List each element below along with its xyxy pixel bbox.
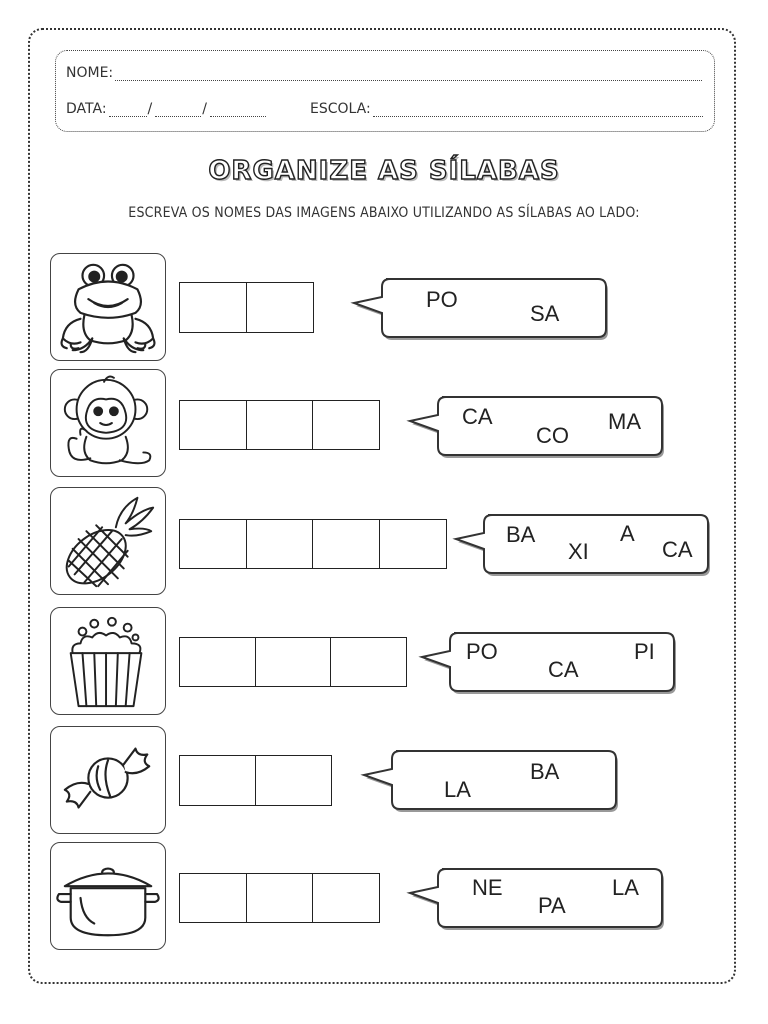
syllable: PO xyxy=(466,639,498,664)
date-label: DATA: xyxy=(66,101,107,117)
school-label: ESCOLA: xyxy=(309,101,371,117)
syllable-bubble xyxy=(420,629,676,695)
answer-box[interactable] xyxy=(330,637,407,687)
pot-icon xyxy=(51,843,165,949)
header-box xyxy=(55,50,715,132)
page-title: ORGANIZE AS SÍLABAS xyxy=(208,156,560,186)
syllable: A xyxy=(620,521,635,546)
syllable: PA xyxy=(538,893,566,918)
answer-boxes xyxy=(179,873,379,923)
date-month-line[interactable] xyxy=(155,102,201,117)
pineapple-icon xyxy=(51,488,165,594)
answer-box[interactable] xyxy=(246,282,314,333)
syllable: BA xyxy=(506,522,536,547)
syllable: PI xyxy=(634,639,655,664)
answer-boxes xyxy=(179,755,330,806)
school-line[interactable] xyxy=(373,102,703,117)
name-label: NOME: xyxy=(66,65,114,81)
answer-box[interactable] xyxy=(179,282,247,333)
date-year-line[interactable] xyxy=(210,102,266,117)
speech-bubble-icon xyxy=(362,747,618,813)
picture-frame xyxy=(50,607,166,715)
answer-boxes xyxy=(179,282,312,333)
monkey-icon xyxy=(51,370,165,476)
answer-box[interactable] xyxy=(312,400,380,450)
syllable-bubble xyxy=(352,275,608,341)
syllable-bubble xyxy=(408,393,664,459)
syllable-bubble xyxy=(362,747,618,813)
popcorn-icon xyxy=(51,608,165,714)
date-day-line[interactable] xyxy=(109,102,147,117)
answer-boxes xyxy=(179,519,445,569)
candy-icon xyxy=(51,727,165,833)
syllable: CA xyxy=(548,657,579,682)
picture-frame xyxy=(50,842,166,950)
answer-box[interactable] xyxy=(246,873,314,923)
instructions: ESCREVA OS NOMES DAS IMAGENS ABAIXO UTILIZANDO AS SÍLABAS AO LADO: xyxy=(128,205,640,221)
syllable: LA xyxy=(444,777,471,802)
picture-frame xyxy=(50,487,166,595)
syllable-bubble xyxy=(408,865,664,931)
syllable: CA xyxy=(662,537,693,562)
date-separator: / xyxy=(202,101,207,117)
answer-box[interactable] xyxy=(179,755,256,806)
answer-box[interactable] xyxy=(179,873,247,923)
syllable-bubble xyxy=(454,511,710,577)
syllable: LA xyxy=(612,875,639,900)
answer-boxes xyxy=(179,637,406,687)
name-row xyxy=(66,65,702,81)
name-line[interactable] xyxy=(115,66,702,81)
answer-box[interactable] xyxy=(246,519,314,569)
picture-frame xyxy=(50,369,166,477)
answer-box[interactable] xyxy=(312,873,380,923)
syllable: NE xyxy=(472,875,503,900)
speech-bubble-icon xyxy=(352,275,608,341)
picture-frame xyxy=(50,253,166,361)
date-school-row xyxy=(66,101,703,117)
syllable: CA xyxy=(462,404,493,429)
answer-boxes xyxy=(179,400,379,450)
answer-box[interactable] xyxy=(179,400,247,450)
answer-box[interactable] xyxy=(312,519,380,569)
syllable: MA xyxy=(608,409,641,434)
syllable: XI xyxy=(568,539,589,564)
answer-box[interactable] xyxy=(255,755,332,806)
syllable: SA xyxy=(530,301,560,326)
answer-box[interactable] xyxy=(255,637,332,687)
answer-box[interactable] xyxy=(179,637,256,687)
answer-box[interactable] xyxy=(379,519,447,569)
date-separator: / xyxy=(147,101,153,117)
picture-frame xyxy=(50,726,166,834)
frog-icon xyxy=(51,254,165,360)
syllable: BA xyxy=(530,759,560,784)
syllable: PO xyxy=(426,287,458,312)
syllable: CO xyxy=(536,423,569,448)
answer-box[interactable] xyxy=(246,400,314,450)
answer-box[interactable] xyxy=(179,519,247,569)
